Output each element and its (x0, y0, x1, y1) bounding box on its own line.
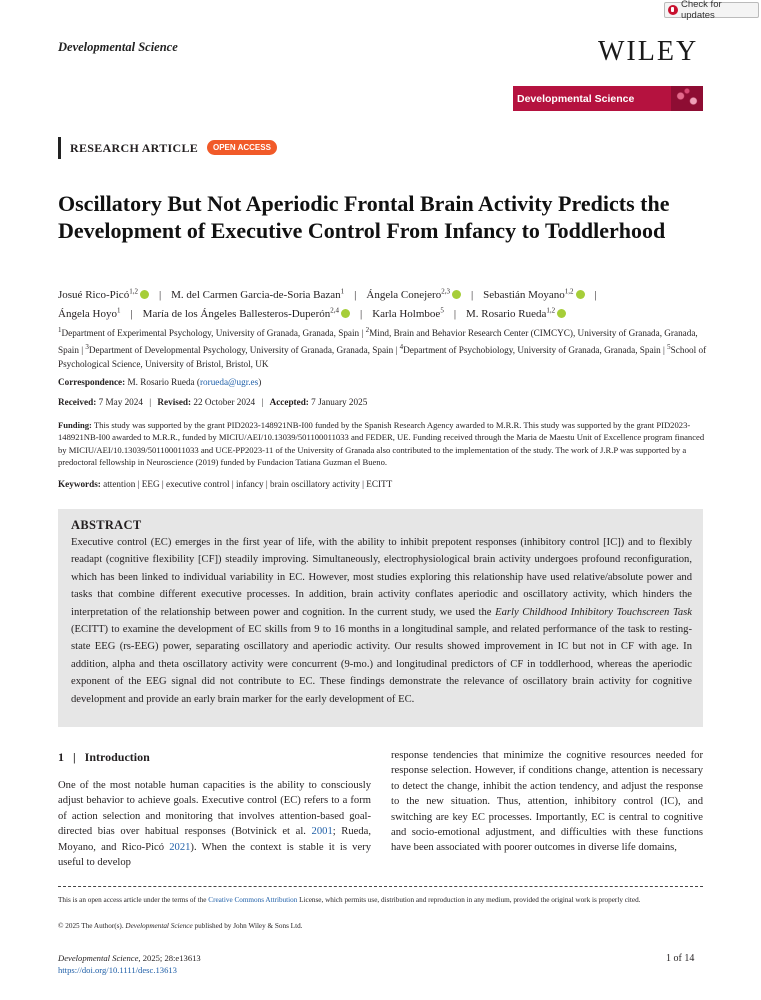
author[interactable]: Josué Rico-Picó$^{1,2}$ (58, 289, 149, 301)
author[interactable]: M. Rosario Rueda$^{1,2}$ (466, 308, 566, 320)
license-link[interactable]: Creative Commons Attribution (208, 896, 298, 904)
journal-banner-text: Developmental Science (517, 92, 635, 105)
orcid-icon[interactable] (452, 290, 461, 299)
footer-citation: Developmental Science, 2025; 28:e13613 (58, 953, 201, 963)
check-for-updates-button[interactable] (664, 0, 759, 21)
body-text-right-column: response tendencies that minimize the cognitive resources needed for response selection. However, if conditions change, attention is necessary to detect the change, inhibit the action tendency, and adjust the response to the new situation. Thus, attention, inhibitory control (IC), and switching are key EC processes. Importantly, EC is central to cognitive and socio-emotional adjustment, and difficulties with these functions have been associated with poorer outcomes in diverse life domains, (391, 750, 703, 854)
author[interactable]: María de los Ángeles Ballesteros-Duperón$^{2,4}$ (143, 308, 350, 320)
journal-name-header: Developmental Science (58, 40, 178, 54)
section-heading-introduction: 1 | Introduction (58, 750, 150, 764)
article-title: Oscillatory But Not Aperiodic Frontal Brain Activity Predicts the Development of Executive Control From Infancy to Toddlerhood (58, 191, 670, 243)
citation-link[interactable]: 2021 (169, 841, 191, 853)
abstract-heading: ABSTRACT (71, 518, 142, 532)
footnote-divider (58, 886, 703, 887)
crossmark-icon (668, 5, 678, 15)
keywords: Keywords: attention | EEG | executive control | infancy | brain oscillatory activity | ECITT (58, 479, 393, 489)
correspondence: Correspondence: M. Rosario Rueda (rorueda@ugr.es) (58, 377, 262, 387)
license-statement: This is an open access article under the terms of the Creative Commons Attribution License, which permits use, distribution and reproduction in any medium, provided the original work is properly cited. (58, 896, 641, 904)
orcid-icon[interactable] (557, 309, 566, 318)
author-list: Josué Rico-Picó$^{1,2}$ | M. del Carmen Garcia-de-Soria Bazan$^1$ | Ángela Conejero$^{2,3}$ | Sebastián Moyano$^{1,2}$ | Ángela Hoyo$^1$ | María de los Ángeles Ballesteros-Duperón$^{2,4}$ | Karla Holmboe$^5$ | M. Rosario Rueda$^{1,2}$ (58, 287, 597, 321)
author[interactable]: Ángela Hoyo$^1$ (58, 306, 121, 321)
page-number: 1 of 14 (666, 953, 695, 964)
article-type-bar (58, 137, 61, 159)
banner-artwork (671, 86, 703, 111)
article-dates: Received: 7 May 2024 | Revised: 22 October 2024 | Accepted: 7 January 2025 (58, 397, 368, 407)
abstract-text: Executive control (EC) emerges in the first year of life, with the ability to inhibit prepotent responses (inhibitory control [IC]) and to flexibly readapt (cognitive flexibility [CF]) steadily improving. Simultaneously, electrophysiological brain activity undergoes profound reconfiguration, which has been linked to individual variability in EC. However, most studies exploring this relationship have used relative/absolute power and tasks that combine different executive processes. In addition, brain activity conflates aperiodic and oscillatory activity, which hinders the interpretation of the relationship between power and cognition. In the current study, we used the Early Childhood Inhibitory Touchscreen Task (ECITT) to examine the development of EC skills from 9 to 16 months in a longitudinal sample, and related performance of the task to resting-state EEG (rs-EEG) power, separating oscillatory and aperiodic activity. Our results showed improvement in IC but not in CF with age. In addition, alpha and theta oscillatory activity were concurrent (9-mo.) and longitudinal predictors of CF in toddlerhood, whereas the aperiodic exponent of the EEG signal did not contribute to EC. These findings demonstrate the relevance of oscillatory brain activity for cognitive development and provide an early brain marker for the early development of EC. (71, 537, 692, 705)
author[interactable]: Sebastián Moyano$^{1,2}$ (483, 289, 584, 301)
orcid-icon[interactable] (576, 290, 585, 299)
author[interactable]: Ángela Conejero$^{2,3}$ (366, 289, 461, 301)
doi-link[interactable]: https://doi.org/10.1111/desc.13613 (58, 965, 177, 975)
orcid-icon[interactable] (140, 290, 149, 299)
body-text-left-column: One of the most notable human capacities is the ability to consciously adjust behavior to achieve goals. Executive control (EC) refers to a form of action selection and monitoring that involves attention-based goal-directed bias over habitual responses (Botvinick et al. 2001; Rueda, Moyano, and Rico-Picó 2021). When the context is stable it is very useful to develop (58, 780, 372, 869)
author[interactable]: Karla Holmboe$^5$ (372, 306, 444, 321)
correspondence-email-link[interactable]: rorueda@ugr.es (199, 377, 259, 387)
author[interactable]: M. del Carmen Garcia-de-Soria Bazan$^1$ (171, 287, 345, 301)
check-for-updates-label: Check for updates (680, 0, 722, 21)
orcid-icon[interactable] (341, 309, 350, 318)
affiliations: $^1$Department of Experimental Psychology, University of Granada, Granada, Spain | $^2$Mind, Brain and Behavior Research Center (CIMCYC), University of Granada, Granada, Spain | $^3$Department of Developmental Psychology, University of Granada, Granada, Spain | $^4$Department of Psychobiology, University of Granada, Granada, Spain | $^5$School of Psychological Science, University of Bristol, Bristol, UK (58, 326, 707, 370)
citation-link[interactable]: Botvinick et al. 2001 (234, 826, 333, 838)
publisher-logo: WILEY (598, 36, 699, 67)
open-access-badge: OPEN ACCESS (207, 140, 277, 155)
journal-banner (513, 86, 703, 111)
article-type: RESEARCH ARTICLE (70, 141, 199, 155)
funding-statement: Funding: This study was supported by the grant PID2023-148921NB-I00 funded by the Spanish Research Agency awarded to M.R.R. This study was supported by the grant PID2023-148921NB-I00 awarded to M.R.R., funded by MICIU/AEI/10.13039/501100011033 and FEDER, UE. Funding received through the Maria de Maestu Unit of Excellence program financed by MICIU/AEI/10.13039/501100011033 and UCE-PP2023-11 of the University of Granada also contributed to the implementation of the study. The work of J.R.P was supported by a predoctoral fellowship in Neuroscience (2019) funded by Fundacion Tatiana Guzman el Bueno. (58, 420, 705, 468)
copyright-statement: © 2025 The Author(s). Developmental Science published by John Wiley & Sons Ltd. (58, 922, 303, 930)
